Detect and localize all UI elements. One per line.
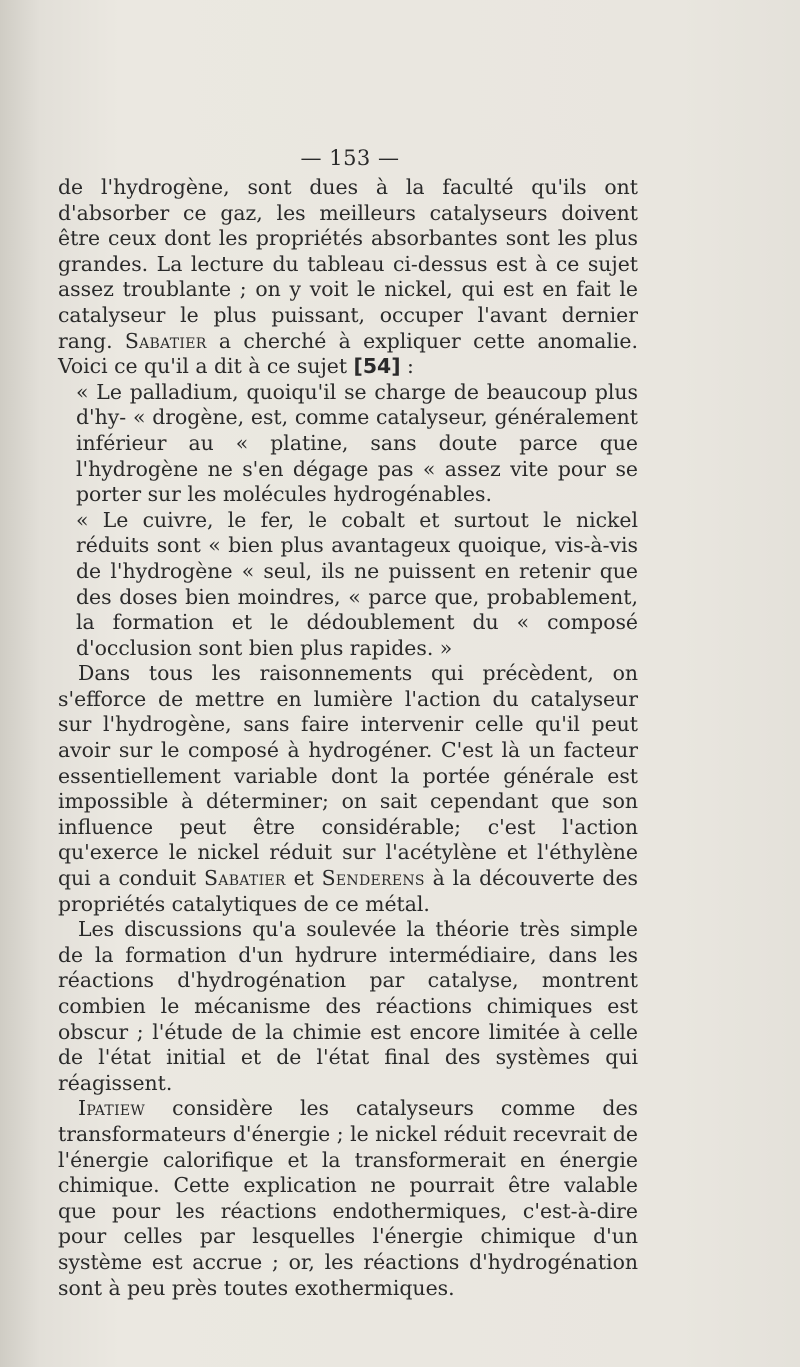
author-sabatier: Sabatier xyxy=(124,328,207,353)
quotation xyxy=(58,380,638,662)
paragraph-2-and: et xyxy=(285,866,322,891)
bibliographic-reference: [54] xyxy=(353,354,401,379)
paragraph-2 xyxy=(58,661,638,917)
author-ipatiew: Ipatiew xyxy=(78,1096,146,1121)
paragraph-4 xyxy=(58,1096,638,1301)
body-text xyxy=(58,175,638,1301)
paragraph-2-text: Dans tous les raisonnements qui précèdent, on s'efforce de mettre en lumière l'action du catalyseur sur l'hydrogène, sans faire intervenir celle qu'il peut avoir sur le composé à hydrogéner. C'est là un facteur essentiellement variable dont la portée générale est impossible à déterminer; on sait cependant que son influence peut être considérable; c'est l'action qu'exerce le nickel réduit sur l'acétylène et l'éthylène qui a conduit xyxy=(58,661,638,891)
paragraph-1-text-3: : xyxy=(400,354,414,379)
paragraph-1 xyxy=(58,175,638,380)
paragraph-1-text-2: a cherché à expliquer cette anomalie. Voici ce qu'il a dit à ce sujet xyxy=(58,328,638,379)
paragraph-2-text-2: à la découverte des propriétés catalytiques de ce métal. xyxy=(58,866,639,916)
author-sabatier-2: Sabatier xyxy=(204,866,286,891)
quote-paragraph-2: « Le cuivre, le fer, le cobalt et surtout le nickel réduits sont « bien plus avantageux quoique, vis-à-vis de l'hydrogène « seul, ils ne puissent en retenir que des doses bien moindres, « parce que, probablement, la formation et le dédoublement du « composé d'occlusion sont bien plus rapides. » xyxy=(76,507,638,660)
quote-paragraph-1: « Le palladium, quoiqu'il se charge de beaucoup plus d'hy- « drogène, est, comme catalyseur, généralement inférieur au « platine, sans doute parce que l'hydrogène ne s'en dégage pas « assez vite pour se porter sur les molécules hydrogénables. xyxy=(76,379,638,507)
author-senderens: Senderens xyxy=(321,866,425,891)
paragraph-3: Les discussions qu'a soulevée la théorie très simple de la formation d'un hydrure intermédiaire, dans les réactions d'hydrogénation par catalyse, montrent combien le mécanisme des réactions chimiques est obscur ; l'étude de la chimie est encore limitée à celle de l'état initial et de l'état final des systèmes qui réagissent. xyxy=(58,917,638,1095)
paragraph-1-text: de l'hydrogène, sont dues à la faculté qu'ils ont d'absorber ce gaz, les meilleurs catalyseurs doivent être ceux dont les propriétés absorbantes sont les plus grandes. La lecture du tableau ci-dessus est à ce sujet assez troublante ; on y voit le nickel, qui est en fait le catalyseur le plus puissant, occuper l'avant dernier rang. xyxy=(58,175,638,353)
page-number: — 153 — xyxy=(300,146,400,170)
paragraph-4-text: considère les catalyseurs comme des transformateurs d'énergie ; le nickel réduit recevrait de l'énergie calorifique et la transformerait en énergie chimique. Cette explication ne pourrait être valable que pour les réactions endothermiques, c'est-à-dire pour celles par lesquelles l'énergie chimique d'un système est accrue ; or, les réactions d'hydrogénation sont à peu près toutes exothermiques. xyxy=(58,1096,638,1300)
